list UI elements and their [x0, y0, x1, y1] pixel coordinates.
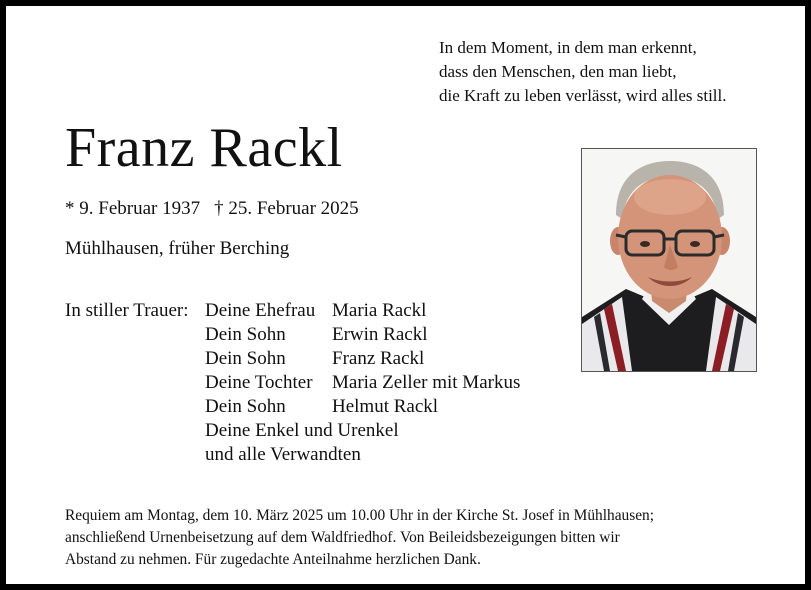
mourner-row [205, 419, 585, 443]
mourner-name: Maria Rackl [332, 300, 427, 321]
mourner-relation: Deine Enkel und Urenkel [205, 420, 399, 441]
mourner-relation: und alle Verwandten [205, 444, 361, 465]
death-date: † 25. Februar 2025 [214, 198, 359, 219]
mourner-row [205, 443, 585, 467]
notice-line: Requiem am Montag, dem 10. März 2025 um 10.00 Uhr in der Kirche St. Josef in Mühlhausen; [65, 507, 655, 524]
deceased-name: Franz Rackl [65, 117, 343, 179]
mourner-row [205, 299, 585, 323]
memorial-quote [439, 36, 727, 108]
mourner-relation: Dein Sohn [205, 348, 286, 369]
mourner-row [205, 323, 585, 347]
mourner-name: Erwin Rackl [332, 324, 428, 345]
birth-date: * 9. Februar 1937 [65, 198, 201, 219]
mourner-relation: Deine Tochter [205, 372, 313, 393]
mourners-list [205, 299, 585, 467]
mourner-row [205, 395, 585, 419]
notice-line: Abstand zu nehmen. Für zugedachte Anteilnahme herzlichen Dank. [65, 551, 481, 568]
portrait-illustration [582, 149, 756, 371]
life-dates [65, 196, 359, 222]
mourner-row [205, 347, 585, 371]
mourner-row [205, 371, 585, 395]
mourner-relation: Dein Sohn [205, 324, 286, 345]
mourner-relation: Dein Sohn [205, 396, 286, 417]
quote-line: dass den Menschen, den man liebt, [439, 62, 677, 81]
residence: Mühlhausen, früher Berching [65, 238, 290, 259]
portrait-photo [581, 148, 757, 372]
mourner-name: Franz Rackl [332, 348, 425, 369]
quote-line: die Kraft zu leben verlässt, wird alles still. [439, 86, 727, 105]
quote-line: In dem Moment, in dem man erkennt, [439, 38, 697, 57]
mourner-relation: Deine Ehefrau [205, 300, 316, 321]
mourner-name: Maria Zeller mit Markus [332, 372, 521, 393]
funeral-notice [65, 505, 765, 571]
mourners-label: In stiller Trauer: [65, 300, 189, 321]
notice-line: anschließend Urnenbeisetzung auf dem Waldfriedhof. Von Beileidsbezeigungen bitten wir [65, 529, 620, 546]
mourner-name: Helmut Rackl [332, 396, 439, 417]
